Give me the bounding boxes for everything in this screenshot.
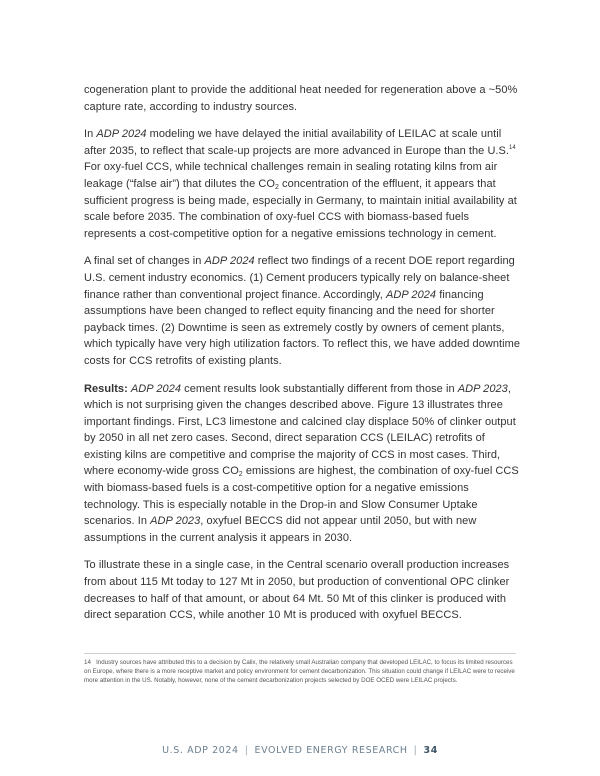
text-run: For oxy-fuel CCS, while technical challenges remain in sealing rotating kilns from air leakage (“false air”) that dilutes the CO — [84, 161, 498, 190]
text-run: concentration of the effluent, it appears that sufficient progress is being made, especially in Germany, to maintain initial availability at scale before 2035. The combination of oxy-fuel CCS with biomass-based fuels represents a cost-competitive option for a negative emissions technology in cement. — [84, 177, 517, 240]
subscript: 2 — [238, 471, 243, 479]
footnote-ref[interactable]: 14 — [509, 144, 516, 151]
text-run: , oxyfuel BECCS did not appear until 2050, but with new assumptions in the current analysis it appears in 2030. — [84, 515, 477, 544]
footnote-number: 14 — [84, 659, 91, 666]
report-name: ADP 2023 — [457, 382, 508, 395]
footer-report-title: U.S. ADP 2024 — [162, 745, 239, 756]
report-name: ADP 2024 — [385, 288, 437, 301]
text-run: In — [84, 128, 97, 141]
subscript: 2 — [274, 183, 279, 191]
report-name: ADP 2024 — [96, 128, 147, 141]
paragraph-1: cogeneration plant to provide the additional heat needed for regeneration above a ~50% capture rate, according to industry sources. — [84, 84, 518, 113]
text-run: , which is not surprising given the changes described above. Figure 13 illustrates three important findings. First, LC3 limestone and calcined clay displace 50% of clinker output by 2050 in all net zero cases. Second, direct separation CCS (LEILAC) retrofits of existing kilns are competitive and comprise the majority of CCS in most cases. Third, where economy-wide gross CO — [84, 382, 516, 478]
text-run: reflect two findings of a recent DOE report regarding U.S. cement industry economics. (1) Cement producers typically rely on balance-sheet finance rather than conventional project finance. Accordingly, — [84, 255, 515, 301]
results-label: Results: — [84, 382, 128, 395]
footer-separator: | — [244, 745, 249, 756]
report-name: ADP 2024 — [204, 255, 255, 268]
footer-organization: EVOLVED ENERGY RESEARCH — [254, 745, 408, 756]
paragraph-5: To illustrate these in a single case, in the Central scenario overall production increases from about 115 Mt today to 127 Mt in 2050, but production of conventional OPC clinker decreases to half of that amount, or about 64 Mt. 50 Mt of this clinker is produced with direct separation CCS, while another 10 Mt is produced with oxyfuel BECCS. — [84, 559, 510, 622]
report-name: ADP 2023 — [150, 515, 201, 528]
text-run: modeling we have delayed the initial availability of LEILAC at scale until after 2035, to reflect that scale-up projects are more advanced in Europe than the U.S. — [84, 128, 510, 157]
text-run: financing assumptions have been changed to reflect equity financing and the need for shorter payback times. (2) Downtime is seen as extremely costly by owners of cement plants, which typically have very high utilization factors. To reflect this, we have added downtime costs for CCS retrofits of existing plants. — [84, 288, 521, 367]
footer-separator: | — [413, 745, 418, 756]
page-footer — [0, 745, 600, 756]
paragraph-4 — [84, 381, 524, 547]
report-name: ADP 2024 — [130, 382, 182, 395]
text-run: A final set of changes in — [84, 255, 205, 268]
footnote — [84, 658, 516, 685]
footnote-divider — [84, 653, 516, 654]
page-number: 34 — [423, 745, 438, 756]
text-run: emissions are highest, the combination of oxy-fuel CCS with biomass-based fuels is a cost-competitive option for a negative emissions technology. This is especially notable in the Drop-in and Slow Consumer Uptake scenarios. In — [84, 465, 519, 528]
paragraph-2 — [84, 126, 524, 242]
footnote-text: Industry sources have attributed this to a decision by Calix, the relatively small Australian company that developed LEILAC, to focus its limited resources on Europe, where there is a more receptive market and policy environment for cement decarbonization. This situation could change if LEILAC were to receive more attention in the US. Notably, however, none of the cement decarbonization projects selected by DOE OCED were LEILAC projects. — [84, 659, 515, 685]
text-run: cement results look substantially different from those in — [181, 382, 458, 395]
paragraph-3 — [84, 253, 524, 369]
main-text — [84, 82, 524, 635]
